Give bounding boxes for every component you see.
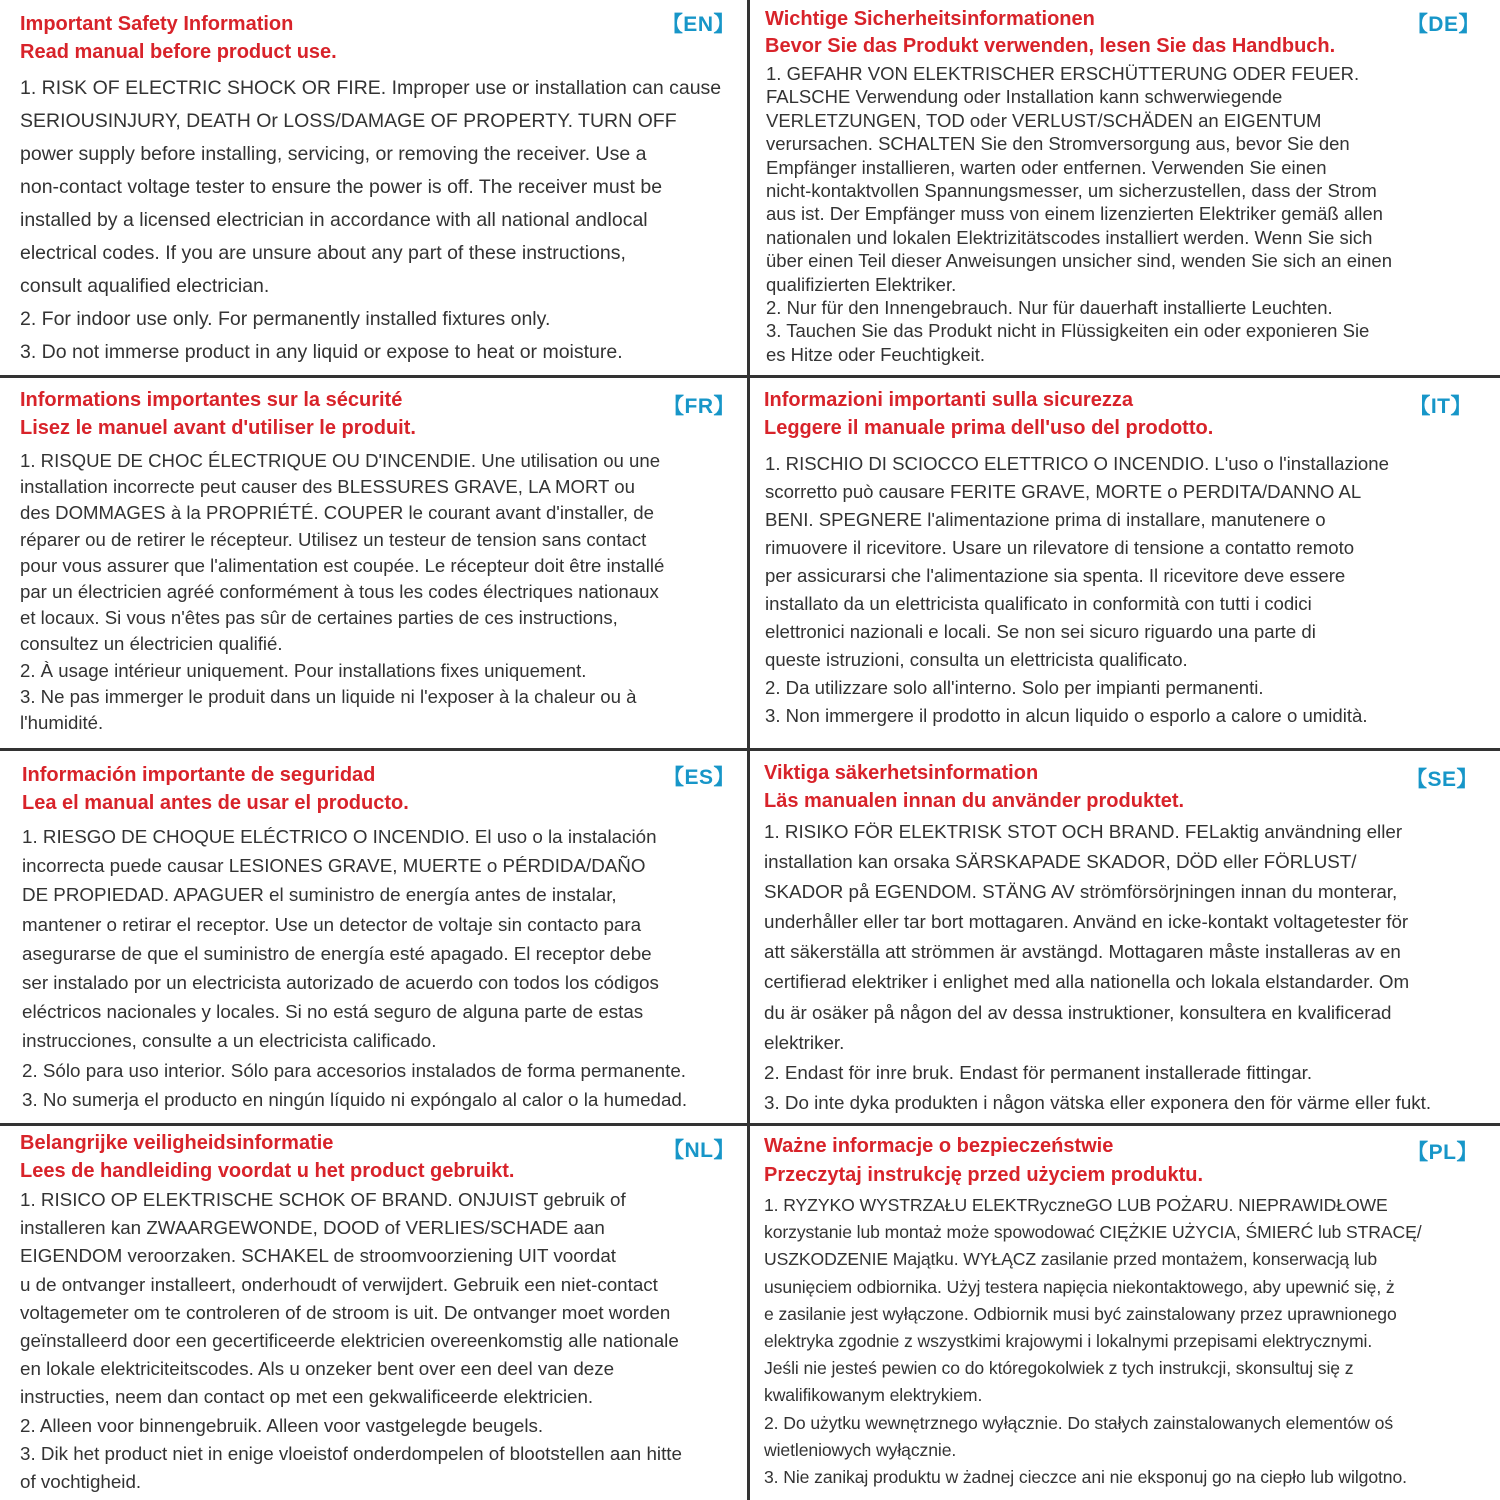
lang-tag-fr: 【FR】 <box>663 395 735 418</box>
grid-divider-horizontal <box>0 1123 1500 1126</box>
section-body: 1. RIESGO DE CHOQUE ELÉCTRICO O INCENDIO. El uso o la instalación incorrecta puede causar LESIONES GRAVE, MUERTE o PÉRDIDA/DAÑO DE PROPIEDAD. APAGUER el suministro de energía antes de instalar, mantener o retirar el receptor. Use un detector de voltaje sin contacto para asegurarse de que el suministro de energía esté apagado. El receptor debe ser instalado por un electricista autorizado de acuerdo con todos los códigos eléctricos nacionales y locales. Si no está seguro de alguna parte de estas instrucciones, consulte a un electricista calificado. 2. Sólo para uso interior. Sólo para accesorios instalados de forma permanente. 3. No sumerja el producto en ningún líquido ni expóngalo al calor o la humedad. <box>22 826 688 1110</box>
section-title: Important Safety Information <box>20 13 294 35</box>
lang-tag-en: 【EN】 <box>661 13 735 36</box>
section-body: 1. GEFAHR VON ELEKTRISCHER ERSCHÜTTERUNG ODER FEUER. FALSCHE Verwendung oder Installation kann schwerwiegende VERLETZUNGEN, TOD oder VERLUST/SCHÄDEN an EIGENTUM verursachen. SCHALTEN Sie den Stromversorgung aus, bevor Sie den Empfänger installieren, warten oder entfernen. Verwenden Sie einen nicht-kontaktvollen Spannungsmesser, um sicherzustellen, dass der Strom aus ist. Der Empfänger muss von einem lizenzierten Elektriker gemäß allen nationalen und lokalen Elektrizitätscodes installiert werden. Wenn Sie sich über einen Teil dieser Anweisungen unsicher sind, wenden Sie sich an einen qualifizierten Elektriker. 2. Nur für den Innengebrauch. Nur für dauerhaft installierte Leuchten. 3. Tauchen Sie das Produkt nicht in Flüssigkeiten ein oder exponieren Sie es Hitze oder Feuchtigkeit. <box>766 63 1392 365</box>
grid-divider-horizontal <box>0 375 1500 378</box>
section-body: 1. RISICO OP ELEKTRISCHE SCHOK OF BRAND. ONJUIST gebruik of installeren kan ZWAARGEWONDE, DOOD of VERLIES/SCHADE aan EIGENDOM veroorzaken. SCHAKEL de stroomvoorziening UIT voordat u de ontvanger installeert, onderhoudt of verwijdert. Gebruik een niet-contact voltagemeter om te controleren of de stroom is uit. De ontvanger moet worden geïnstalleerd door een gecertificeerde elektricien overeenkomstig alle nationale en lokale elektriciteitscodes. Als u onzeker bent over een deel van deze instructies, neem dan contact op met een gekwalificeerde elektricien. 2. Alleen voor binnengebruik. Alleen voor vastgelegde beugels. 3. Dik het product niet in enige vloeistof onderdompelen of blootstellen aan hitte of vochtigheid. <box>20 1189 682 1493</box>
section-fr <box>0 378 747 748</box>
section-se <box>750 751 1500 1123</box>
lang-tag-se: 【SE】 <box>1405 768 1478 791</box>
section-pl <box>750 1126 1500 1500</box>
section-it <box>750 378 1500 748</box>
section-subtitle: Lees de handleiding voordat u het product gebruikt. <box>20 1160 515 1182</box>
section-title: Información importante de seguridad <box>22 764 376 786</box>
section-de <box>750 0 1500 375</box>
section-body: 1. RISIKO FÖR ELEKTRISK STOT OCH BRAND. FELaktig användning eller installation kan orsaka SÄRSKAPADE SKADOR, DÖD eller FÖRLUST/ SKADOR på EGENDOM. STÄNG AV strömförsörjningen innan du monterar, underhåller eller tar bort mottagaren. Använd en icke-kontakt voltagetester för att säkerställa att strömmen är avstängd. Mottagaren måste installeras av en certifierad elektriker i enlighet med alla nationella och lokala elstandarder. Om du är osäker på någon del av dessa instruktioner, konsultera en kvalificerad elektriker. 2. Endast för inre bruk. Endast för permanent installerade fittingar. 3. Do inte dyka produkten i någon vätska eller exponera den för värme eller fukt. <box>764 821 1432 1113</box>
lang-tag-nl: 【NL】 <box>663 1139 735 1162</box>
section-es <box>0 751 747 1123</box>
section-title: Viktiga säkerhetsinformation <box>764 762 1039 784</box>
section-body: 1. RISQUE DE CHOC ÉLECTRIQUE OU D'INCENDIE. Une utilisation ou une installation incorrecte peut causer des BLESSURES GRAVE, LA MORT ou des DOMMAGES à la PROPRIÉTÉ. COUPER le courant avant d'installer, de réparer ou de retirer le récepteur. Utilisez un testeur de tension sans contact pour vous assurer que l'alimentation est coupée. Le récepteur doit être installé par un électricien agréé conformément à tous les codes électriques nationaux et locaux. Si vous n'êtes pas sûr de certaines parties de ces instructions, consultez un électricien qualifié. 2. À usage intérieur uniquement. Pour installations fixes uniquement. 3. Ne pas immerger le produit dans un liquide ni l'exposer à la chaleur ou à l'humidité. <box>20 450 665 734</box>
section-body: 1. RYZYKO WYSTRZAŁU ELEKTRyczneGO LUB POŻARU. NIEPRAWIDŁOWE korzystanie lub montaż może spowodować CIĘŻKIE UŻYCIA, ŚMIERĆ lub STRACĘ/ USZKODZENIE Majątku. WYŁĄCZ zasilanie przed montażem, konserwacją lub usunięciem odbiornika. Użyj testera napięcia niekontaktowego, aby upewnić się, ż e zasilanie jest wyłączone. Odbiornik musi być zainstalowany przez uprawnionego elektryka zgodnie z wszystkimi krajowymi i lokalnymi przepisami elektrycznymi. Jeśli nie jesteś pewien co do któregokolwiek z tych instrukcji, skonsultuj się z kwalifikowanym elektrykiem. 2. Do użytku wewnętrznego wyłącznie. Do stałych zainstalowanych elementów oś wietleniowych wyłącznie. 3. Nie zanikaj produktu w żadnej cieczce ani nie eksponuj go na ciepło lub wilgotno. <box>764 1195 1422 1488</box>
section-subtitle: Read manual before product use. <box>20 41 337 63</box>
section-subtitle: Lisez le manuel avant d'utiliser le produit. <box>20 417 416 439</box>
lang-tag-it: 【IT】 <box>1409 395 1472 418</box>
section-subtitle: Leggere il manuale prima dell'uso del prodotto. <box>764 417 1214 439</box>
section-title: Ważne informacje o bezpieczeństwie <box>764 1135 1114 1157</box>
section-body: 1. RISCHIO DI SCIOCCO ELETTRICO O INCENDIO. L'uso o l'installazione scorretto può causare FERITE GRAVE, MORTE o PERDITA/DANNO AL BENI. SPEGNERE l'alimentazione prima di installare, manutenere o rimuovere il ricevitore. Usare un rilevatore di tensione a contatto remoto per assicurarsi che l'alimentazione sia spenta. Il ricevitore deve essere installato da un elettricista qualificato in conformità con tutti i codici elettronici nazionali e locali. Se non sei sicuro riguardo una parte di queste istruzioni, consulta un elettricista qualificato. 2. Da utilizzare solo all'interno. Solo per impianti permanenti. 3. Non immergere il prodotto in alcun liquido o esporlo a calore o umidità. <box>765 453 1389 726</box>
section-title: Belangrijke veiligheidsinformatie <box>20 1132 334 1154</box>
lang-tag-es: 【ES】 <box>662 766 735 789</box>
section-subtitle: Lea el manual antes de usar el producto. <box>22 792 409 814</box>
section-title: Informazioni importanti sulla sicurezza <box>764 389 1133 411</box>
section-subtitle: Bevor Sie das Produkt verwenden, lesen Sie das Handbuch. <box>765 35 1336 57</box>
section-title: Informations importantes sur la sécurité <box>20 389 403 411</box>
section-en <box>0 0 747 375</box>
section-nl <box>0 1126 747 1500</box>
section-body: 1. RISK OF ELECTRIC SHOCK OR FIRE. Improper use or installation can cause SERIOUSINJURY, DEATH Or LOSS/DAMAGE OF PROPERTY. TURN OFF power supply before installing, servicing, or removing the receiver. Use a non-contact voltage tester to ensure the power is off. The receiver must be installed by a licensed electrician in accordance with all national andlocal electrical codes. If you are unsure about any part of these instructions, consult aqualified electrician. 2. For indoor use only. For permanently installed fixtures only. 3. Do not immerse product in any liquid or expose to heat or moisture. <box>20 77 722 363</box>
lang-tag-pl: 【PL】 <box>1407 1141 1478 1164</box>
grid-divider-horizontal <box>0 748 1500 751</box>
section-subtitle: Przeczytaj instrukcję przed użyciem produktu. <box>764 1164 1204 1186</box>
lang-tag-de: 【DE】 <box>1406 13 1480 36</box>
section-title: Wichtige Sicherheitsinformationen <box>765 8 1095 30</box>
section-subtitle: Läs manualen innan du använder produktet. <box>764 790 1185 812</box>
